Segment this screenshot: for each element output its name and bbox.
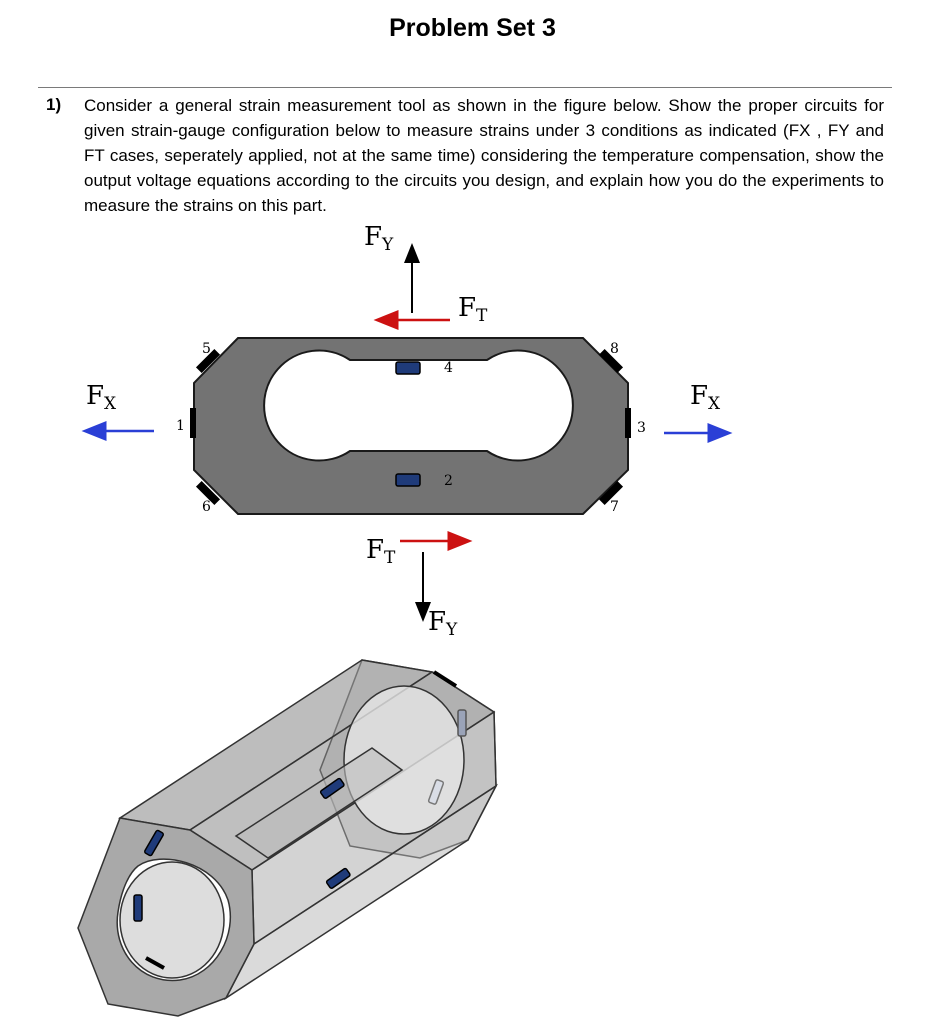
- gauge-label-1: 1: [176, 418, 185, 434]
- fy-top-label: FY: [364, 222, 394, 255]
- gauge-label-5: 5: [202, 341, 211, 357]
- gauge-label-4: 4: [444, 360, 453, 376]
- question-number: 1): [46, 95, 62, 114]
- gauge-label-8: 8: [610, 341, 619, 357]
- page-title: Problem Set 3: [389, 14, 556, 42]
- question-text: Consider a general strain measurement tool as shown in the figure below. Show the proper circuits for given strain-gauge configuration below to measure strains under 3 conditions as indicated (FX , FY and FT cases, seperately applied, not at the same time) considering the temperature compensation, show the output voltage equations according to the circuits you design, and explain how you do the experiments to measure the strains on this part.: [84, 96, 884, 215]
- ft-top-label: FT: [458, 293, 488, 326]
- isometric-view: [78, 660, 496, 1016]
- front-view: [86, 222, 721, 640]
- iso-gauge-e: [458, 710, 466, 736]
- ft-bottom-label: FT: [366, 535, 396, 568]
- gauge-label-2: 2: [444, 473, 453, 489]
- gauge-3: [625, 408, 631, 438]
- gauge-label-7: 7: [610, 499, 619, 515]
- fx-right-label: FX: [690, 381, 721, 414]
- gauge-4: [396, 362, 420, 374]
- gauge-label-3: 3: [637, 420, 646, 436]
- fy-bottom-label: FY: [428, 607, 458, 640]
- gauge-2: [396, 474, 420, 486]
- iso-gauge-d: [134, 895, 142, 921]
- gauge-1: [190, 408, 196, 438]
- gauge-label-6: 6: [202, 499, 211, 515]
- fx-left-label: FX: [86, 381, 117, 414]
